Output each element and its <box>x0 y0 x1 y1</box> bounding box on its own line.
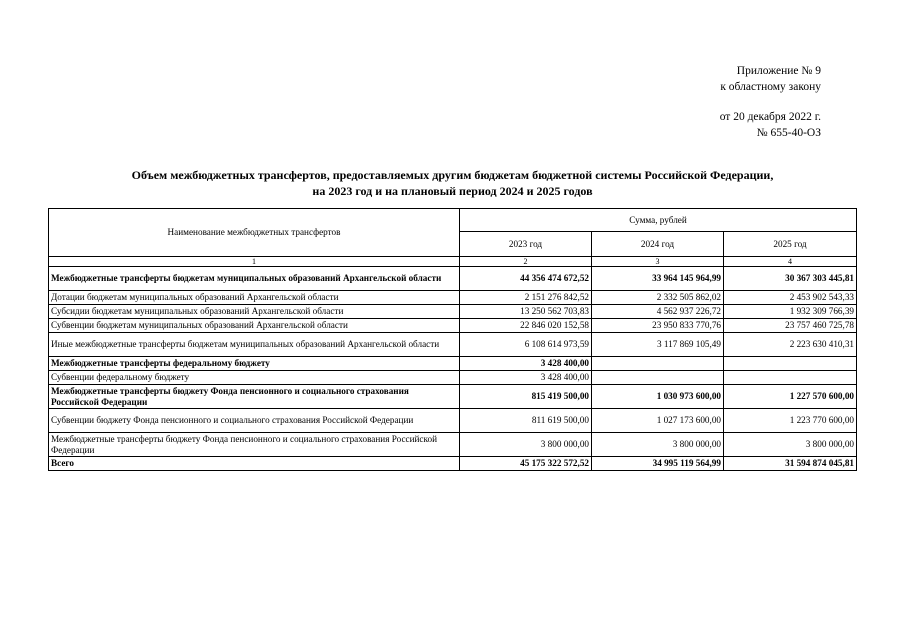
row-value-2023: 3 800 000,00 <box>460 433 592 457</box>
row-name: Субвенции бюджетам муниципальных образований Архангельской области <box>49 319 460 333</box>
row-value-2023: 45 175 322 572,52 <box>460 457 592 471</box>
row-value-2023: 6 108 614 973,59 <box>460 333 592 357</box>
table-row <box>49 319 857 333</box>
row-value-2023: 3 428 400,00 <box>460 357 592 371</box>
document-title <box>0 167 905 199</box>
title-line-2: на 2023 год и на плановый период 2024 и 2025 годов <box>312 184 593 198</box>
table-row <box>49 291 857 305</box>
row-value-2025: 1 227 570 600,00 <box>724 385 857 409</box>
appendix-gap <box>720 95 821 109</box>
row-value-2024: 3 800 000,00 <box>592 433 724 457</box>
row-value-2024: 23 950 833 770,76 <box>592 319 724 333</box>
row-value-2023: 815 419 500,00 <box>460 385 592 409</box>
row-name: Межбюджетные трансферты бюджетам муниципальных образований Архангельской области <box>49 267 460 291</box>
row-value-2024: 4 562 937 226,72 <box>592 305 724 319</box>
row-value-2023: 22 846 020 152,58 <box>460 319 592 333</box>
row-name: Субвенции бюджету Фонда пенсионного и социального страхования Российской Федерации <box>49 409 460 433</box>
transfers-table <box>48 208 857 471</box>
table-row <box>49 357 857 371</box>
table-row <box>49 385 857 409</box>
appendix-block <box>720 63 821 141</box>
row-value-2024 <box>592 371 724 385</box>
table-row <box>49 409 857 433</box>
row-value-2024: 33 964 145 964,99 <box>592 267 724 291</box>
header-index-row <box>49 257 857 267</box>
row-value-2024: 1 027 173 600,00 <box>592 409 724 433</box>
table-row <box>49 433 857 457</box>
row-name: Межбюджетные трансферты федеральному бюджету <box>49 357 460 371</box>
appendix-law-number: № 655-40-ОЗ <box>756 127 821 139</box>
row-value-2023: 3 428 400,00 <box>460 371 592 385</box>
row-value-2025 <box>724 371 857 385</box>
row-name: Межбюджетные трансферты бюджету Фонда пенсионного и социального страхования Российской Федерации <box>49 385 460 409</box>
row-value-2025: 1 932 309 766,39 <box>724 305 857 319</box>
row-value-2025: 2 223 630 410,31 <box>724 333 857 357</box>
header-year-2024: 2024 год <box>592 232 724 257</box>
title-line-1: Объем межбюджетных трансфертов, предоставляемых другим бюджетам бюджетной системы Российской Федерации, <box>131 168 774 182</box>
row-value-2024: 34 995 119 564,99 <box>592 457 724 471</box>
row-value-2023: 811 619 500,00 <box>460 409 592 433</box>
appendix-date: от 20 декабря 2022 г. <box>719 111 821 123</box>
index-3: 3 <box>592 257 724 267</box>
table-row <box>49 305 857 319</box>
row-value-2024: 1 030 973 600,00 <box>592 385 724 409</box>
appendix-law-ref: к областному закону <box>720 81 821 93</box>
table-row-total <box>49 457 857 471</box>
header-row-1 <box>49 209 857 232</box>
row-value-2025 <box>724 357 857 371</box>
row-value-2023: 2 151 276 842,52 <box>460 291 592 305</box>
row-value-2024: 2 332 505 862,02 <box>592 291 724 305</box>
table-row <box>49 371 857 385</box>
row-value-2023: 13 250 562 703,83 <box>460 305 592 319</box>
row-name: Дотации бюджетам муниципальных образований Архангельской области <box>49 291 460 305</box>
row-value-2025: 30 367 303 445,81 <box>724 267 857 291</box>
row-value-2024: 3 117 869 105,49 <box>592 333 724 357</box>
row-value-2025: 31 594 874 045,81 <box>724 457 857 471</box>
row-value-2025: 3 800 000,00 <box>724 433 857 457</box>
header-year-2023: 2023 год <box>460 232 592 257</box>
row-name: Субвенции федеральному бюджету <box>49 371 460 385</box>
row-value-2024 <box>592 357 724 371</box>
header-sum: Сумма, рублей <box>460 209 857 232</box>
row-name: Всего <box>49 457 460 471</box>
row-value-2025: 1 223 770 600,00 <box>724 409 857 433</box>
header-name: Наименование межбюджетных трансфертов <box>49 209 460 257</box>
appendix-number: Приложение № 9 <box>736 65 821 77</box>
index-2: 2 <box>460 257 592 267</box>
row-name: Межбюджетные трансферты бюджету Фонда пенсионного и социального страхования Российской Федерации <box>49 433 460 457</box>
table-row <box>49 333 857 357</box>
row-value-2025: 23 757 460 725,78 <box>724 319 857 333</box>
index-1: 1 <box>49 257 460 267</box>
row-value-2023: 44 356 474 672,52 <box>460 267 592 291</box>
row-value-2025: 2 453 902 543,33 <box>724 291 857 305</box>
row-name: Субсидии бюджетам муниципальных образований Архангельской области <box>49 305 460 319</box>
header-year-2025: 2025 год <box>724 232 857 257</box>
index-4: 4 <box>724 257 857 267</box>
table-row <box>49 267 857 291</box>
row-name: Иные межбюджетные трансферты бюджетам муниципальных образований Архангельской области <box>49 333 460 357</box>
